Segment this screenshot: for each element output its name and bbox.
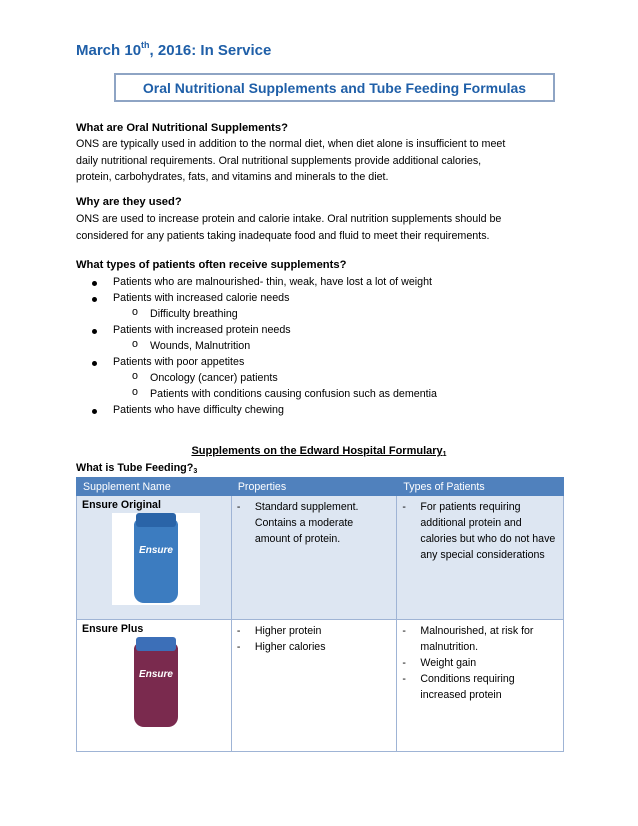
table-header-row [77, 478, 564, 496]
sub-bullet-marker: o [132, 338, 138, 350]
bottle-brand-label: Ensure [139, 669, 173, 680]
patient-type-text: Weight gain [420, 657, 477, 669]
supplement-table [76, 477, 564, 752]
list-item [402, 623, 558, 655]
dash-marker: - [402, 673, 406, 685]
date-prefix: March 10 [76, 42, 142, 59]
table-row [77, 496, 564, 620]
section2-line: considered for any patients taking inadequate food and fluid to meet their requirements. [76, 229, 490, 242]
list-item [237, 499, 392, 547]
bullet-item: Patients who are malnourished- thin, weak, have lost a lot of weight [113, 276, 433, 288]
supplement-name-cell [77, 620, 232, 752]
bullet-dot-icon [92, 329, 97, 334]
bottle-body [134, 643, 178, 727]
sub-bullet-item: Wounds, Malnutrition [150, 340, 251, 352]
sub-bullet-item: Oncology (cancer) patients [150, 372, 278, 384]
bottle-brand-label: Ensure [139, 545, 173, 556]
patients-cell [397, 496, 564, 620]
bullet-dot-icon [92, 409, 97, 414]
bullet-dot-icon [92, 297, 97, 302]
bullet-item: Patients who have difficulty chewing [113, 404, 284, 416]
bullet-item: Patients with increased protein needs [113, 324, 291, 336]
section3-heading: What types of patients often receive supplements? [76, 259, 347, 271]
properties-cell [231, 496, 397, 620]
supplement-name: Ensure Plus [82, 623, 144, 635]
column-header: Types of Patients [397, 478, 564, 496]
formulary-heading-text: Supplements on the Edward Hospital Formulary [191, 445, 443, 457]
section1-paragraph [76, 136, 556, 186]
bullet-dot-icon [92, 281, 97, 286]
sub-bullet-item: Patients with conditions causing confusion such as dementia [150, 388, 437, 400]
patient-type-text: For patients requiring additional protein and calories but who do not have any special considerations [420, 501, 556, 561]
supplement-name: Ensure Original [82, 499, 161, 511]
property-text: Standard supplement. Contains a moderate amount of protein. [254, 501, 359, 545]
section2-line: ONS are used to increase protein and calorie intake. Oral nutrition supplements should be [76, 213, 502, 225]
list-item [402, 671, 558, 703]
document-title: Oral Nutritional Supplements and Tube Feeding Formulas [114, 73, 555, 102]
formulary-heading [0, 445, 638, 458]
bullet-dot-icon [92, 361, 97, 366]
bottle-body [134, 519, 178, 603]
sub-bullet-marker: o [132, 386, 138, 398]
date-superscript: th [141, 40, 150, 50]
table-row [77, 620, 564, 752]
tube-feeding-heading-text: What is Tube Feeding? [76, 462, 194, 474]
patients-cell [397, 620, 564, 752]
sub-bullet-marker: o [132, 370, 138, 382]
ensure-plus-bottle-image [112, 637, 200, 729]
column-header: Properties [231, 478, 397, 496]
column-header: Supplement Name [77, 478, 232, 496]
section2-paragraph [76, 211, 556, 244]
sub-bullet-marker: o [132, 306, 138, 318]
dash-marker: - [402, 625, 406, 637]
bullet-item: Patients with increased calorie needs [113, 292, 290, 304]
property-text: Higher calories [254, 641, 326, 653]
list-item [402, 499, 558, 563]
patient-type-text: Malnourished, at risk for malnutrition. [420, 625, 534, 653]
list-item [402, 655, 558, 671]
section2-heading: Why are they used? [76, 196, 182, 208]
date-suffix: , 2016: In Service [149, 42, 272, 59]
ensure-original-bottle-image [112, 513, 200, 605]
section1-line: protein, carbohydrates, fats, and vitamins and minerals to the diet. [76, 171, 389, 183]
supplement-name-cell [77, 496, 232, 620]
dash-marker: - [236, 501, 241, 513]
tube-feeding-heading [76, 462, 197, 475]
formulary-reference: 1 [442, 451, 447, 458]
dash-marker: - [236, 625, 241, 637]
dash-marker: - [236, 641, 241, 653]
section1-line: ONS are typically used in addition to the normal diet, when diet alone is insufficient to meet [76, 138, 506, 150]
dash-marker: - [402, 657, 406, 669]
section1-heading: What are Oral Nutritional Supplements? [76, 122, 288, 134]
tube-feeding-reference: 3 [193, 468, 198, 475]
bottle-cap [136, 513, 176, 527]
section1-line: daily nutritional requirements. Oral nutritional supplements provide additional calories, [76, 154, 482, 167]
list-item [237, 639, 392, 655]
bottle-cap [136, 637, 176, 651]
list-item [237, 623, 392, 639]
patient-type-text: Conditions requiring increased protein [420, 673, 515, 701]
dash-marker: - [402, 501, 406, 513]
document-date [76, 40, 271, 59]
bullet-item: Patients with poor appetites [113, 356, 245, 368]
properties-cell [231, 620, 397, 752]
property-text: Higher protein [254, 625, 322, 637]
sub-bullet-item: Difficulty breathing [150, 308, 238, 320]
